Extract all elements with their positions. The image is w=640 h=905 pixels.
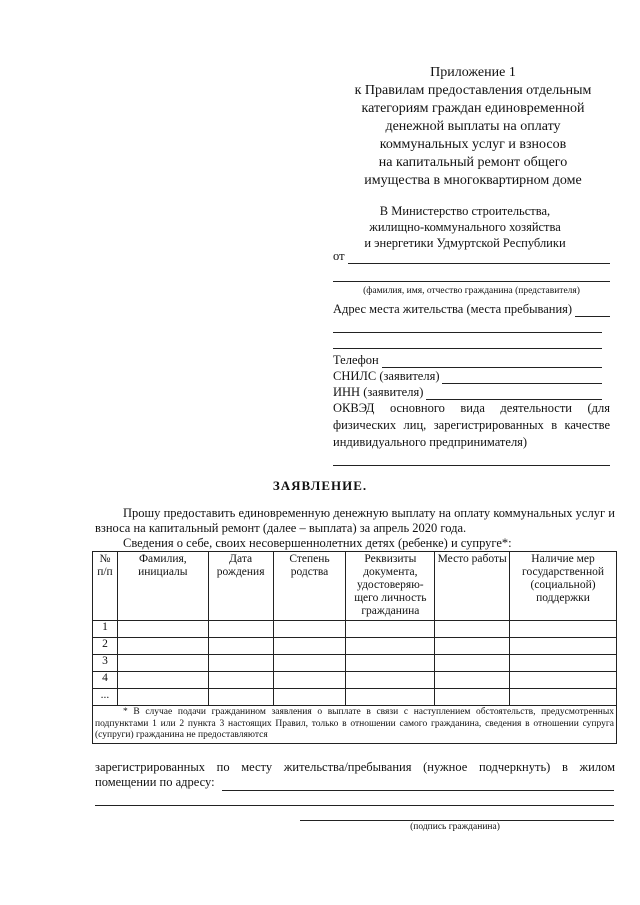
appendix-line: денежной выплаты на оплату bbox=[385, 119, 561, 134]
appendix-line: коммунальных услуг и взносов bbox=[379, 137, 567, 152]
row-number: 2 bbox=[93, 638, 118, 655]
recipient-block bbox=[330, 203, 600, 251]
address-input-line[interactable] bbox=[575, 304, 610, 317]
address-input-line-2[interactable] bbox=[95, 805, 614, 806]
header-cell: Наличие мер государственной (социальной) поддержки bbox=[510, 552, 617, 621]
table-cell[interactable] bbox=[208, 638, 273, 655]
table-cell[interactable] bbox=[346, 672, 435, 689]
phone-input-line[interactable] bbox=[382, 355, 602, 368]
from-row bbox=[333, 248, 610, 264]
table-cell[interactable] bbox=[435, 689, 510, 706]
address-label: Адрес места жительства (места пребывания) bbox=[333, 302, 573, 316]
snils-row bbox=[333, 368, 602, 384]
family-table bbox=[92, 551, 617, 744]
table-cell[interactable] bbox=[208, 655, 273, 672]
recipient-line: жилищно-коммунального хозяйства bbox=[369, 220, 561, 234]
table-cell[interactable] bbox=[435, 655, 510, 672]
appendix-line: имущества в многоквартирном доме bbox=[364, 173, 582, 188]
table-cell[interactable] bbox=[273, 638, 346, 655]
table-cell[interactable] bbox=[435, 621, 510, 638]
table-cell[interactable] bbox=[510, 672, 617, 689]
row-number: 3 bbox=[93, 655, 118, 672]
from-input-line[interactable] bbox=[348, 251, 610, 264]
address-row bbox=[333, 301, 610, 317]
footnote-text: * В случае подачи гражданином заявления о выплате в связи с наступлением обстоятельств, предусмотренных подпунктами 1 или 2 пункта 3 настоящих Правил, только в отношении самого гражданина, сведения в отношении супруга (супруги) гражданина не предоставляются bbox=[95, 707, 614, 740]
table-cell[interactable] bbox=[346, 655, 435, 672]
okved-input-line[interactable] bbox=[333, 451, 610, 466]
signature-line[interactable] bbox=[300, 820, 614, 821]
name-caption: (фамилия, имя, отчество гражданина (представителя) bbox=[363, 286, 580, 296]
header-cell: Степень родства bbox=[273, 552, 346, 621]
header-cell: Фамилия, инициалы bbox=[117, 552, 208, 621]
table-row bbox=[93, 672, 617, 689]
table-cell[interactable] bbox=[208, 689, 273, 706]
table-cell[interactable] bbox=[510, 655, 617, 672]
table-cell[interactable] bbox=[510, 689, 617, 706]
signature-caption: (подпись гражданина) bbox=[410, 822, 500, 832]
table-row bbox=[93, 655, 617, 672]
name-input-line[interactable] bbox=[333, 264, 610, 282]
table-cell[interactable] bbox=[346, 621, 435, 638]
snils-input-line[interactable] bbox=[442, 371, 602, 384]
applicant-block bbox=[333, 248, 610, 466]
table-cell[interactable] bbox=[510, 621, 617, 638]
table-cell[interactable] bbox=[273, 672, 346, 689]
table-row bbox=[93, 621, 617, 638]
inn-row bbox=[333, 384, 602, 400]
table-cell[interactable] bbox=[435, 638, 510, 655]
table-cell[interactable] bbox=[117, 672, 208, 689]
row-number: 4 bbox=[93, 672, 118, 689]
address-line-3[interactable] bbox=[333, 333, 602, 349]
table-cell[interactable] bbox=[273, 689, 346, 706]
table-footnote bbox=[93, 706, 617, 744]
recipient-line: В Министерство строительства, bbox=[379, 204, 551, 218]
row-number: ... bbox=[93, 689, 118, 706]
registration-text bbox=[95, 760, 615, 790]
table-cell[interactable] bbox=[346, 689, 435, 706]
header-cell: № п/п bbox=[93, 552, 118, 621]
table-cell[interactable] bbox=[273, 621, 346, 638]
inn-input-line[interactable] bbox=[426, 387, 602, 400]
address-line-2[interactable] bbox=[333, 317, 602, 333]
table-row bbox=[93, 638, 617, 655]
header-cell: Дата рождения bbox=[208, 552, 273, 621]
footnote-row bbox=[93, 706, 617, 744]
table-cell[interactable] bbox=[273, 655, 346, 672]
snils-label: СНИЛС (заявителя) bbox=[333, 369, 440, 383]
table-cell[interactable] bbox=[510, 638, 617, 655]
table-cell[interactable] bbox=[117, 689, 208, 706]
inn-label: ИНН (заявителя) bbox=[333, 385, 424, 399]
header-cell: Место работы bbox=[435, 552, 510, 621]
row-number: 1 bbox=[93, 621, 118, 638]
table-header-row bbox=[93, 552, 617, 621]
phone-label: Телефон bbox=[333, 353, 379, 367]
family-intro: Сведения о себе, своих несовершеннолетних детях (ребенке) и супруге*: bbox=[123, 536, 512, 550]
from-label: от bbox=[333, 249, 345, 263]
table-row bbox=[93, 689, 617, 706]
table-cell[interactable] bbox=[117, 638, 208, 655]
table-cell[interactable] bbox=[117, 621, 208, 638]
table-cell[interactable] bbox=[346, 638, 435, 655]
table-cell[interactable] bbox=[117, 655, 208, 672]
phone-row bbox=[333, 352, 602, 368]
recipient-line: и энергетики Удмуртской Республики bbox=[364, 236, 566, 250]
table-cell[interactable] bbox=[208, 621, 273, 638]
address-input-line[interactable] bbox=[222, 790, 614, 791]
table-cell[interactable] bbox=[435, 672, 510, 689]
appendix-header bbox=[318, 64, 628, 190]
appendix-line: Приложение 1 bbox=[430, 65, 516, 80]
okved-text: ОКВЭД основного вида деятельности (для физических лиц, зарегистрированных в качестве индивидуального предпринимателя) bbox=[333, 401, 610, 449]
table-cell[interactable] bbox=[208, 672, 273, 689]
registration-label: зарегистрированных по месту жительства/пребывания (нужное подчеркнуть) в жилом помещении по адресу: bbox=[95, 760, 615, 789]
request-paragraph: Прошу предоставить единовременную денежную выплату на оплату коммунальных услуг и взноса на капитальный ремонт (далее – выплата) за апрель 2020 года. bbox=[95, 506, 615, 535]
appendix-line: на капитальный ремонт общего bbox=[378, 155, 568, 170]
appendix-line: категориям граждан единовременной bbox=[361, 101, 585, 116]
appendix-line: к Правилам предоставления отдельным bbox=[354, 83, 592, 98]
header-cell: Реквизиты документа, удостоверяю-щего личность гражданина bbox=[346, 552, 435, 621]
statement-title: ЗАЯВЛЕНИЕ. bbox=[272, 478, 368, 493]
